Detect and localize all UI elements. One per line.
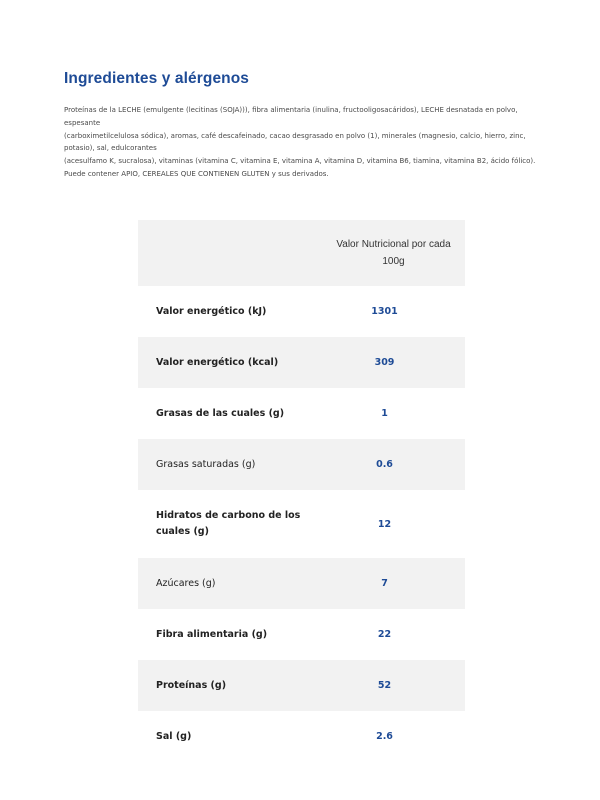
nutrient-label: Fibra alimentaria (g) — [156, 628, 268, 640]
nutrient-label: Valor energético (kcal) — [156, 356, 279, 368]
nutrient-value: 22 — [377, 629, 392, 640]
nutrient-label: Valor energético (kJ) — [156, 305, 267, 317]
allergen-warning: Puede contener APIO, CEREALES QUE CONTIENEN GLUTEN y sus derivados. — [64, 169, 329, 178]
table-row — [138, 337, 465, 388]
table-row — [138, 558, 465, 609]
nutrient-label: Hidratos de carbono de los cuales (g) — [156, 510, 301, 537]
ingredients-text — [64, 104, 554, 181]
table-row — [138, 660, 465, 711]
nutrient-value: 52 — [377, 680, 392, 691]
nutrient-label: Grasas de las cuales (g) — [156, 407, 285, 419]
header-value-cell: Valor Nutricional por cada 100g — [336, 239, 451, 267]
table-header-row — [138, 220, 465, 286]
header-label-cell — [138, 220, 326, 286]
nutrient-value: 12 — [377, 518, 392, 530]
section-title: Ingredientes y alérgenos — [64, 70, 250, 87]
nutrition-table — [138, 220, 465, 762]
table-row — [138, 711, 465, 762]
table-row — [138, 609, 465, 660]
nutrient-value: 1 — [381, 408, 388, 419]
table-row — [138, 388, 465, 439]
table-row — [138, 439, 465, 490]
nutrient-value: 309 — [374, 357, 395, 368]
nutrient-label: Grasas saturadas (g) — [156, 458, 256, 470]
table-row — [138, 490, 465, 558]
table-row — [138, 286, 465, 337]
ingredients-line: (acesulfamo K, sucralosa), vitaminas (vitamina C, vitamina E, vitamina A, vitamina D, vitamina B6, tiamina, vitamina B2, ácido fólico). — [64, 157, 536, 166]
nutrient-value: 0.6 — [376, 459, 393, 470]
nutrient-value: 1301 — [371, 306, 398, 317]
nutrient-label: Sal (g) — [156, 730, 192, 742]
nutrient-value: 7 — [381, 578, 388, 589]
nutrient-label: Proteínas (g) — [156, 679, 227, 691]
ingredients-line: (carboximetilcelulosa sódica), aromas, café descafeinado, cacao desgrasado en polvo (1), minerales (magnesio, calcio, hierro, zinc, potasio), sal, edulcorantes — [64, 131, 526, 153]
nutrient-label: Azúcares (g) — [156, 577, 216, 589]
nutrient-value: 2.6 — [376, 731, 393, 742]
ingredients-line: Proteínas de la LECHE (emulgente (lecitinas (SOJA))), fibra alimentaria (inulina, fructooligosacáridos), LECHE desnatada en polvo, espesante — [64, 106, 518, 127]
